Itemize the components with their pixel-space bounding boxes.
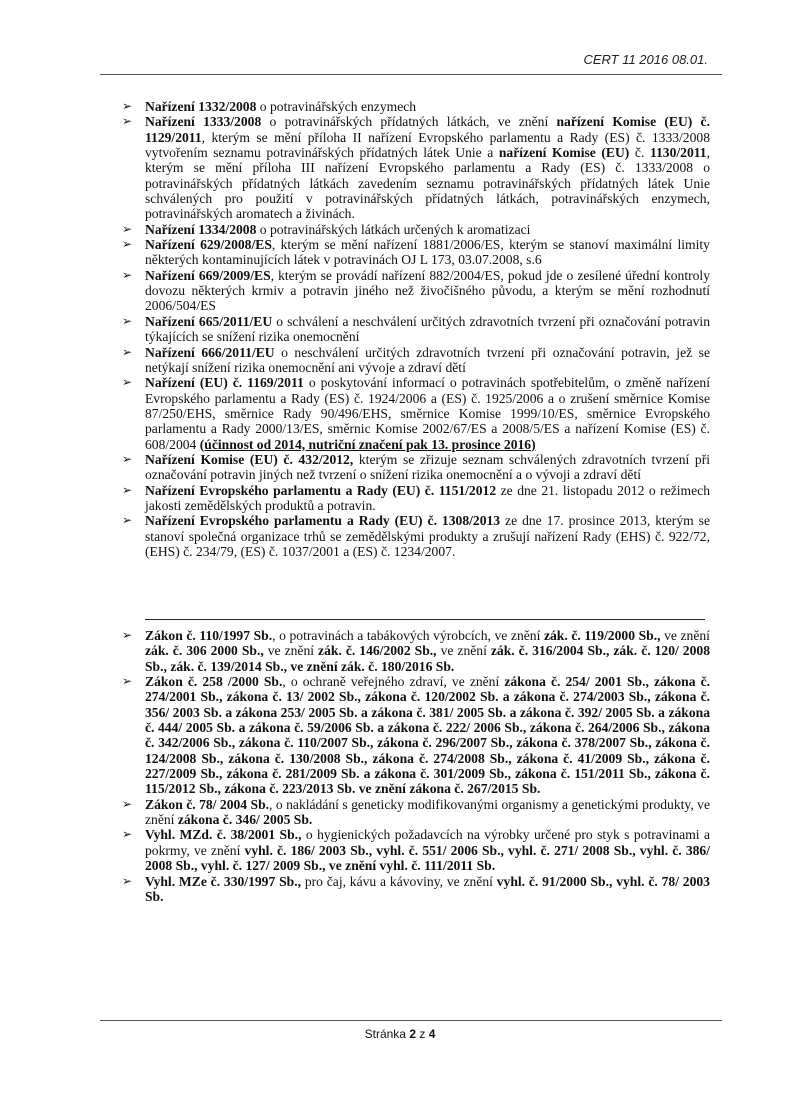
arrow-bullet-icon: ➢: [122, 237, 133, 252]
item-reference: Nařízení 1333/2008: [145, 114, 262, 130]
item-text: o poskytování informací o potravinách spotřebitelům, o změně nařízení Evropského parlamentu a Rady (ES) č. 1924/2006 a (ES) č. 1925/2006 a o zrušení směrnice Komise 87/250/EHS, směrnice Rady 90/496/EHS, směrnice Komise 1999/10/ES, směrnice Evropského parlamentu a Rady 2000/13/ES, směrnic Komise 2002/67/ES a 2008/5/ES a nařízení Komise (ES) č. 608/2004: [145, 375, 710, 452]
item-text: , o potravinách a tabákových výrobcích, ve znění: [272, 628, 544, 643]
item-reference: Zákon č. 78/ 2004 Sb.: [145, 796, 270, 812]
document-code-header: CERT 11 2016 08.01.: [583, 52, 708, 67]
item-text: o potravinářských přídatných látkách, ve znění: [261, 114, 557, 130]
list-item: [122, 222, 710, 237]
arrow-bullet-icon: ➢: [122, 674, 133, 689]
list-item: [122, 483, 710, 514]
item-reference: Zákon č. 258 /2000 Sb.: [145, 674, 283, 690]
item-reference: Nařízení 629/2008/ES: [145, 237, 272, 253]
arrow-bullet-icon: ➢: [122, 513, 133, 528]
item-reference: zák. č. 316/2004 Sb., zák. č. 120/ 2008 Sb., zák. č. 139/2014 Sb., ve znění zák. č. 180/2016 Sb.: [145, 643, 710, 674]
item-text: , kterým se mění nařízení 1881/2006/ES, kterým se stanoví maximální limity některých kontaminujících látek v potravinách OJ L 173, 03.07.2008, s.6: [145, 237, 710, 268]
list-item: [122, 674, 710, 797]
item-reference: Nařízení 666/2011/EU: [145, 344, 275, 360]
item-text: , o nakládání s geneticky modifikovanými organismy a genetickými produkty, ve znění: [145, 796, 710, 828]
item-reference: Nařízení 1334/2008: [145, 221, 257, 237]
item-text: o neschválení určitých zdravotních tvrzení při označování potravin, jež se netýkají snížení rizika onemocnění ani vývoje a zdraví dětí: [145, 344, 710, 375]
item-reference: (účinnost od 2014, nutriční značení pak 13. prosince 2016): [199, 436, 536, 452]
section-divider: [145, 619, 705, 620]
list-item: [122, 375, 710, 452]
list-item: [122, 513, 710, 559]
arrow-bullet-icon: ➢: [122, 344, 133, 359]
item-text: ve znění: [436, 643, 491, 659]
item-reference: Nařízení 665/2011/EU: [145, 313, 273, 329]
item-reference: Nařízení Komise (EU) č. 432/2012,: [145, 451, 354, 467]
item-text: kterým se zřizuje seznam schválených zdravotních tvrzení při označování potravin jiných než tvrzení o snížení rizika onemocnění a o vývoji a zdraví dětí: [145, 451, 710, 483]
item-text: , kterým se mění příloha II nařízení Evropského parlamentu a Rady (ES) č. 1333/2008 vytvořením seznamu potravinářských přídatných látek Unie a: [145, 129, 710, 161]
item-text: č.: [629, 145, 650, 161]
item-text: , kterým se provádí nařízení 882/2004/ES, pokud jde o zesílené úřední kontroly dovozu některých krmiv a potravin jiného než živočišného původu, a kterým se mění rozhodnutí 2006/504/ES: [145, 267, 710, 314]
regulations-list: [122, 99, 710, 559]
arrow-bullet-icon: ➢: [122, 221, 133, 236]
arrow-bullet-icon: ➢: [122, 114, 133, 129]
item-reference: Vyhl. MZd. č. 38/2001 Sb.,: [145, 827, 302, 843]
arrow-bullet-icon: ➢: [122, 827, 133, 842]
footer-divider: [100, 1020, 722, 1021]
item-reference: Nařízení Evropského parlamentu a Rady (EU) č. 1308/2013: [145, 513, 501, 529]
item-text: ze dne 21. listopadu 2012 o režimech jakosti zemědělských produktů a potravin.: [145, 482, 710, 513]
item-text: o potravinářských enzymech: [256, 99, 417, 114]
item-text: , kterým se mění příloha III nařízení Evropského parlamentu a Rady (ES) č. 1333/2008 o potravinářských přídatných látkách zavedením seznamu potravinářských přídatných látek Unie schválených pro použití v potravinářských přídatných látkách, potravinářských enzymech, potravinářských aromatech a živinách.: [145, 145, 710, 222]
item-reference: Nařízení Evropského parlamentu a Rady (EU) č. 1151/2012: [145, 482, 497, 498]
arrow-bullet-icon: ➢: [122, 873, 133, 888]
item-reference: nařízení Komise (EU): [498, 145, 630, 161]
arrow-bullet-icon: ➢: [122, 796, 133, 811]
list-item: [122, 827, 710, 873]
item-reference: vyhl. č. 91/2000 Sb., vyhl. č. 78/ 2003 Sb.: [145, 873, 710, 904]
list-item: [122, 99, 710, 114]
item-reference: zák. č. 119/2000 Sb.,: [543, 628, 661, 643]
item-text: o hygienických požadavcích na výrobky určené pro styk s potravinami a pokrmy, ve znění: [145, 827, 710, 858]
item-reference: Vyhl. MZe č. 330/1997 Sb.,: [145, 873, 301, 889]
arrow-bullet-icon: ➢: [122, 451, 133, 466]
item-reference: Nařízení 1332/2008: [145, 99, 257, 114]
arrow-bullet-icon: ➢: [122, 482, 133, 497]
page-label: Stránka: [364, 1027, 410, 1041]
item-text: pro čaj, kávu a kávoviny, ve znění: [301, 873, 497, 889]
item-reference: zák. č. 146/2002 Sb.,: [318, 643, 437, 659]
item-text: o potravinářských látkách určených k aromatizaci: [256, 221, 531, 237]
page-number: [0, 1027, 800, 1041]
item-reference: nařízení Komise (EU) č. 1129/2011: [145, 114, 710, 145]
list-item: [122, 874, 710, 905]
arrow-bullet-icon: ➢: [122, 313, 133, 328]
item-reference: 1130/2011: [649, 145, 707, 161]
arrow-bullet-icon: ➢: [122, 375, 133, 390]
list-item: [122, 114, 710, 221]
list-item: [122, 314, 710, 345]
item-reference: vyhl. č. 186/ 2003 Sb., vyhl. č. 551/ 2006 Sb., vyhl. č. 271/ 2008 Sb., vyhl. č. 386/ 2008 Sb., vyhl. č. 127/ 2009 Sb., ve znění vyhl. č. 111/2011 Sb.: [145, 842, 710, 874]
list-item: [122, 797, 710, 828]
item-text: o schválení a neschválení určitých zdravotních tvrzení při označování potravin týkajících se snížení rizika onemocnění: [145, 313, 710, 345]
arrow-bullet-icon: ➢: [122, 267, 133, 282]
arrow-bullet-icon: ➢: [122, 99, 133, 113]
list-item: [122, 237, 710, 268]
item-reference: zákona č. 346/ 2005 Sb.: [177, 812, 313, 828]
laws-list: [122, 628, 710, 904]
list-item: [122, 268, 710, 314]
item-reference: Nařízení (EU) č. 1169/2011: [145, 375, 304, 391]
list-item: [122, 452, 710, 483]
list-item: [122, 628, 710, 674]
header-divider: [100, 74, 722, 75]
item-text: , o ochraně veřejného zdraví, ve znění: [282, 674, 505, 690]
item-reference: zákona č. 254/ 2001 Sb., zákona č. 274/2001 Sb., zákona č. 13/ 2002 Sb., zákona č. 120/2002 Sb. a zákona č. 274/2003 Sb., zákona č. 356/ 2003 Sb. a zákona 253/ 2005 Sb. a zákona č. 381/ 2005 Sb. a zákona č. 392/ 2005 Sb. a zákona č. 444/ 2005 Sb. a zákona č. 59/2006 Sb. a zákona č. 222/ 2006 Sb., zákona č. 264/2006 Sb., zákona č. 342/2006 Sb., zákona č. 110/2007 Sb., zákona č. 296/2007 Sb., zákona č. 378/2007 Sb., zákona č. 124/2008 Sb., zákona č. 130/2008 Sb., zákona č. 274/2008 Sb., zákona č. 41/2009 Sb., zákona č. 227/2009 Sb., zákona č. 281/2009 Sb. a zákona č. 301/2009 Sb., zákona č. 151/2011 Sb., zákona č. 115/2012 Sb., zákona č. 223/2013 Sb. ve znění zákona č. 267/2015 Sb.: [145, 674, 711, 797]
list-item: [122, 345, 710, 376]
total-pages: 4: [428, 1027, 436, 1041]
item-reference: zák. č. 306 2000 Sb.,: [145, 643, 264, 659]
arrow-bullet-icon: ➢: [122, 628, 133, 642]
item-text: ze dne 17. prosince 2013, kterým se stanoví společná organizace trhů se zemědělskými produkty a zrušují nařízení Rady (EHS) č. 922/72, (EHS) č. 234/79, (ES) č. 1037/2001 a (ES) č. 1234/2007.: [145, 513, 710, 559]
current-page: 2: [409, 1027, 417, 1041]
page-separator: z: [416, 1027, 429, 1041]
item-text: ve znění: [263, 643, 319, 659]
item-text: ve znění: [660, 628, 710, 643]
item-reference: Nařízení 669/2009/ES: [145, 267, 271, 283]
item-reference: Zákon č. 110/1997 Sb.: [145, 628, 273, 643]
